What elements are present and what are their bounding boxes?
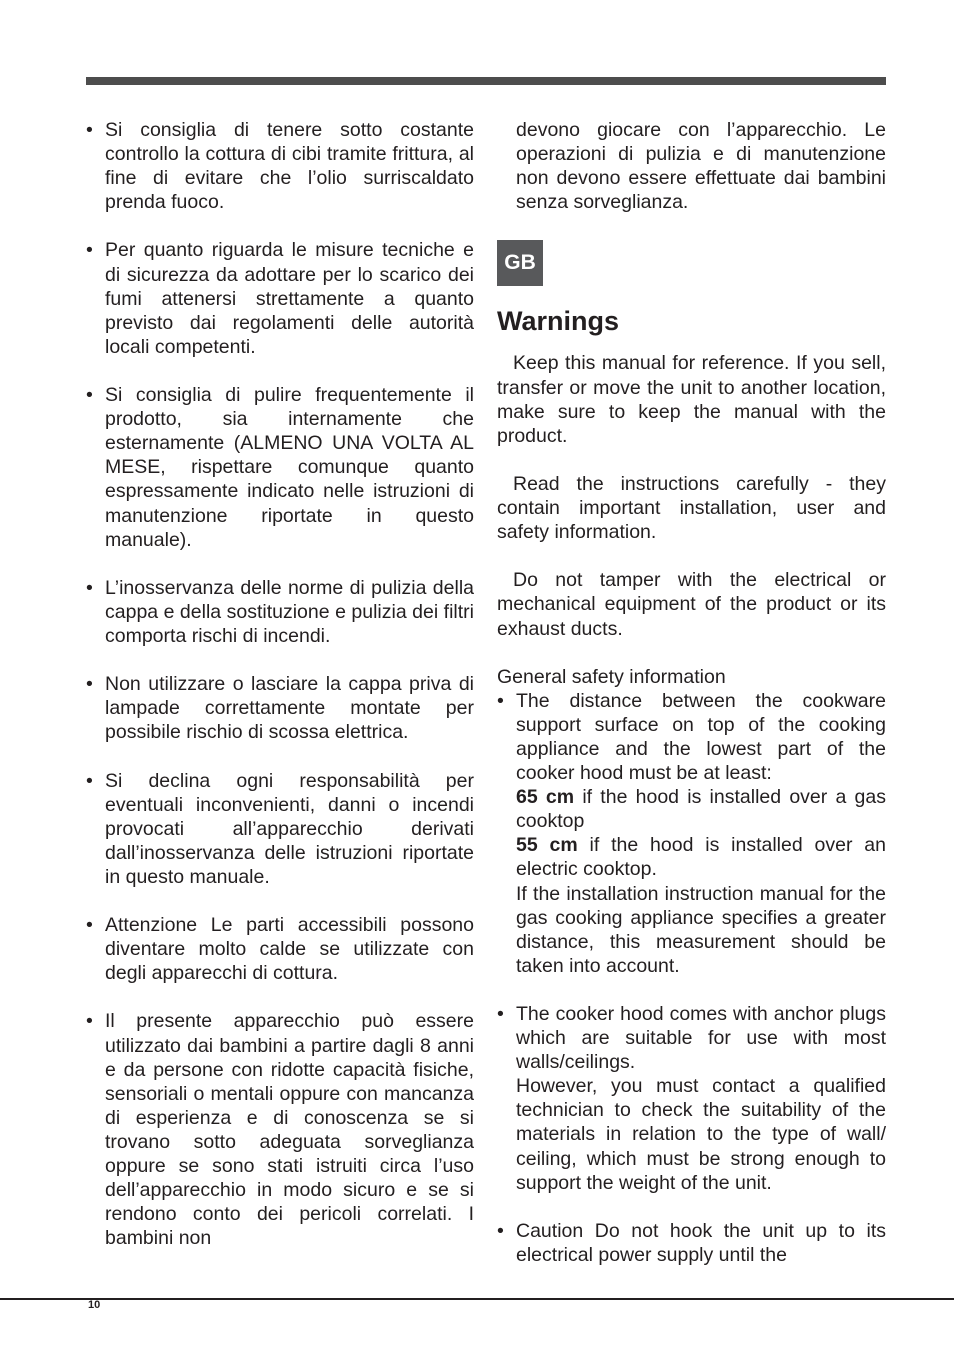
gas-distance-value: 65 cm: [516, 786, 575, 809]
list-item-text: Non utilizzare o lasciare la cappa priva di lampade correttamente montate per possibile rischio di scossa elettrica.: [105, 673, 474, 744]
list-item: [86, 118, 474, 214]
list-item-text: Si consiglia di tenere sotto costante controllo la cottura di cibi tramite frittura, al fine di evitare che l’olio surriscaldato prenda fuoco.: [105, 119, 474, 214]
electric-distance-value: 55 cm: [516, 834, 578, 857]
list-item: [497, 1219, 886, 1267]
gas-distance: [516, 785, 886, 833]
list-item-note: However, you must contact a qualified technician to check the suitability of the materials in relation to the type of wall/ ceiling, which must be strong enough to support the weight of the unit.: [516, 1075, 886, 1194]
list-item: [86, 672, 474, 744]
list-item: [86, 1009, 474, 1250]
list-item-text: The cooker hood comes with anchor plugs which are suitable for use with most walls/ceilings.: [516, 1003, 886, 1074]
list-item: [497, 1002, 886, 1195]
bullet-icon: •: [497, 1219, 504, 1242]
subheading: General safety information: [497, 665, 726, 688]
bullet-icon: •: [86, 239, 93, 262]
right-column: [497, 118, 886, 1267]
list-item: [497, 689, 886, 978]
list-item-text: Attenzione Le parti accessibili possono diventare molto calde se utilizzate con degli apparecchi di cottura.: [105, 914, 474, 985]
list-item-text: The distance between the cookware support surface on top of the cooking appliance and the lowest part of the cooker hood must be at least:: [516, 689, 886, 785]
list-item-text: Caution Do not hook the unit up to its electrical power supply until the: [516, 1219, 886, 1266]
list-item-text: Si consiglia di pulire frequentemente il prodotto, sia internamente che esternamente (ALMENO UNA VOLTA AL MESE, rispettare comunque quanto espressamente indicato nelle istruzioni di manutenzione riportate in questo manuale).: [105, 384, 474, 551]
list-item: [86, 913, 474, 985]
list-item: [86, 576, 474, 648]
bullet-icon: •: [86, 1010, 93, 1033]
page-number: 10: [88, 1299, 101, 1311]
electric-distance-text: if the hood is installed over an electric cooktop.: [516, 834, 886, 881]
list-item: [86, 383, 474, 552]
header-rule: [86, 77, 886, 85]
intro-paragraph: Do not tamper with the electrical or mechanical equipment of the product or its exhaust ducts.: [497, 569, 886, 640]
list-item: [86, 769, 474, 889]
footer-rule: [0, 1298, 954, 1300]
list-item-note: If the installation instruction manual for the gas cooking appliance specifies a greater distance, this measurement should be taken into account.: [516, 882, 886, 977]
continued-text: devono giocare con l’apparecchio. Le operazioni di pulizia e di manutenzione non devono essere effettuate dai bambini senza sorveglianza.: [516, 119, 886, 214]
list-item-text: Per quanto riguarda le misure tecniche e di sicurezza da adottare per lo scarico dei fumi attenersi strettamente a quanto previsto dai regolamenti delle autorità locali competenti.: [105, 239, 474, 358]
intro-paragraph: Keep this manual for reference. If you sell, transfer or move the unit to another location, make sure to keep the manual with the product.: [497, 352, 886, 447]
bullet-icon: •: [86, 914, 93, 937]
list-item-text: Il presente apparecchio può essere utilizzato dai bambini a partire dagli 8 anni e da persone con ridotte capacità fisiche, sensoriali o mentali oppure con mancanza di esperienza e di conoscenza se si trovano sotto adeguata sorveglianza oppure se sono stati istruiti circa l’uso dell’apparecchio in modo sicuro e se si rendono conto dei pericoli correlati. I bambini non: [105, 1010, 474, 1250]
bullet-icon: •: [86, 576, 93, 599]
bullet-icon: •: [86, 119, 93, 141]
list-item-text: Si declina ogni responsabilità per eventuali inconvenienti, danni o incendi provocati all’apparecchio derivati dall’inosservanza delle istruzioni riportate in questo manuale.: [105, 769, 474, 888]
bullet-icon: •: [86, 673, 93, 696]
electric-distance: [516, 833, 886, 881]
bullet-icon: •: [86, 769, 93, 792]
bullet-icon: •: [497, 1003, 504, 1025]
left-column: [86, 118, 474, 1250]
bullet-icon: •: [86, 384, 93, 407]
bullet-icon: •: [497, 689, 504, 712]
language-badge: GB: [497, 240, 543, 286]
list-item-text: L’inosservanza delle norme di pulizia della cappa e della sostituzione e pulizia dei filtri comporta rischi di incendi.: [105, 576, 474, 647]
section-heading: Warnings: [497, 306, 620, 337]
intro-paragraph: Read the instructions carefully - they contain important installation, user and safety information.: [497, 472, 886, 544]
list-item: [86, 238, 474, 358]
gas-distance-text: if the hood is installed over a gas cooktop: [516, 786, 886, 833]
